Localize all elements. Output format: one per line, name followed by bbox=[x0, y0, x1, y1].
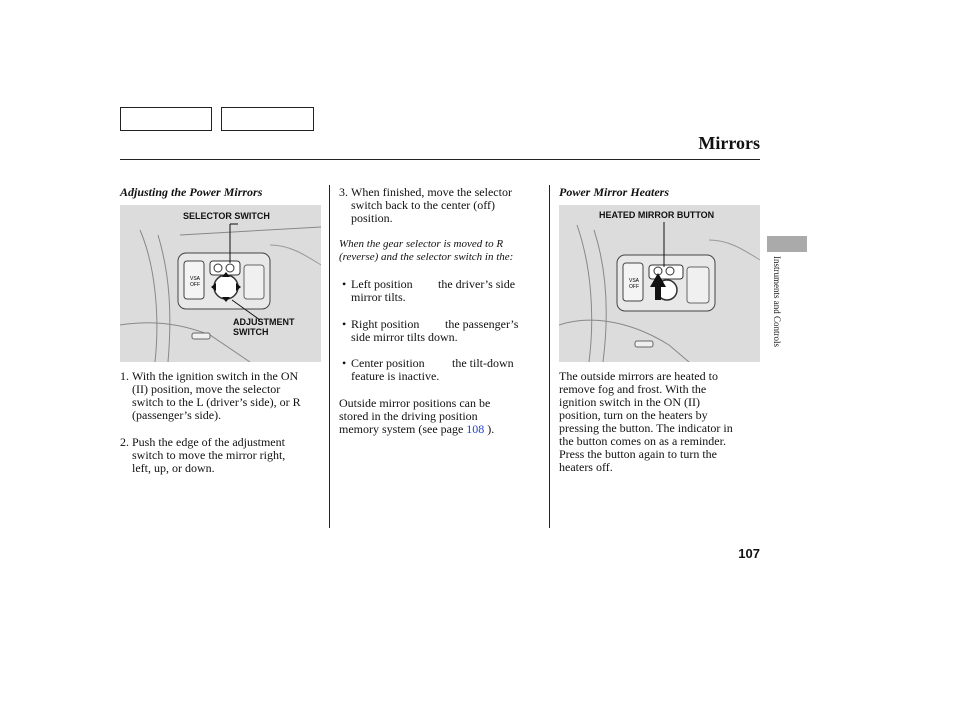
column-divider-1 bbox=[329, 185, 330, 528]
heaters-line: the button comes on as a reminder. bbox=[559, 434, 726, 448]
bullet-result-cont: side mirror tilts down. bbox=[351, 330, 458, 344]
bullet-icon: • bbox=[342, 356, 347, 370]
step-text bbox=[351, 186, 512, 225]
step-line: Push the edge of the adjustment bbox=[132, 435, 285, 449]
heaters-paragraph bbox=[559, 370, 733, 474]
step-line: left, up, or down. bbox=[132, 461, 215, 475]
bullet-result: the tilt-down bbox=[452, 356, 514, 370]
note-line: (reverse) and the selector switch in the: bbox=[339, 251, 514, 263]
adjustment-switch-label-2: SWITCH bbox=[233, 327, 269, 337]
page-108-link[interactable]: 108 bbox=[466, 422, 485, 436]
heaters-line: position, turn on the heaters by bbox=[559, 408, 708, 422]
section-tab[interactable] bbox=[767, 236, 807, 252]
svg-text:VSA: VSA bbox=[629, 278, 640, 284]
bullet-icon: • bbox=[342, 277, 347, 291]
bullet-result: the passenger’s bbox=[445, 317, 519, 331]
step-number: 1. bbox=[120, 369, 129, 383]
memory-paragraph bbox=[339, 397, 494, 436]
step-line: switch to move the mirror right, bbox=[132, 448, 286, 462]
heaters-line: The outside mirrors are heated to bbox=[559, 369, 718, 383]
bullet-position: Right position bbox=[351, 317, 420, 331]
step-line: (passenger’s side). bbox=[132, 408, 222, 422]
bullet-position: Center position bbox=[351, 356, 425, 370]
svg-text:OFF: OFF bbox=[629, 284, 639, 290]
step-text bbox=[132, 436, 285, 475]
step-line: (II) position, move the selector bbox=[132, 382, 281, 396]
memory-line bbox=[339, 423, 494, 436]
heaters-line: ignition switch in the ON (II) bbox=[559, 395, 700, 409]
nav-box-index[interactable] bbox=[221, 107, 314, 131]
step-line: switch to the L (driver’s side), or R bbox=[132, 395, 301, 409]
section-caption-adjusting: Adjusting the Power Mirrors bbox=[120, 185, 263, 199]
step-number: 2. bbox=[120, 435, 129, 449]
memory-line: stored in the driving position bbox=[339, 409, 478, 423]
heaters-line: remove fog and frost. With the bbox=[559, 382, 707, 396]
note-line: When the gear selector is moved to R bbox=[339, 238, 504, 250]
heated-mirror-figure bbox=[559, 205, 760, 362]
section-tab-label: Instruments and Controls bbox=[772, 256, 782, 347]
step-line: With the ignition switch in the ON bbox=[132, 369, 299, 383]
heated-mirror-button-label: HEATED MIRROR BUTTON bbox=[599, 210, 715, 220]
header-rule bbox=[120, 159, 760, 160]
nav-box-main-menu[interactable] bbox=[120, 107, 212, 131]
mirror-control-illustration bbox=[120, 205, 321, 362]
step-number: 3. bbox=[339, 185, 348, 199]
selector-switch-label: SELECTOR SWITCH bbox=[183, 211, 270, 221]
heaters-line: Press the button again to turn the bbox=[559, 447, 717, 461]
memory-text: memory system (see page bbox=[339, 422, 467, 436]
bullet-result: the driver’s side bbox=[438, 277, 516, 291]
bullet-icon: • bbox=[342, 317, 347, 331]
step-line: When finished, move the selector bbox=[351, 185, 512, 199]
adjustment-switch-label-1: ADJUSTMENT bbox=[233, 317, 295, 327]
bullet-result-cont: mirror tilts. bbox=[351, 290, 406, 304]
section-caption-heaters: Power Mirror Heaters bbox=[559, 185, 670, 199]
svg-text:OFF: OFF bbox=[190, 282, 200, 288]
step-text bbox=[132, 370, 301, 422]
memory-line: Outside mirror positions can be bbox=[339, 396, 491, 410]
column-divider-2 bbox=[549, 185, 550, 528]
step-line: position. bbox=[351, 211, 393, 225]
page-number: 107 bbox=[738, 546, 760, 561]
page-title: Mirrors bbox=[698, 133, 760, 153]
bullet-result-cont: feature is inactive. bbox=[351, 369, 440, 383]
step-line: switch back to the center (off) bbox=[351, 198, 496, 212]
heaters-line: heaters off. bbox=[559, 460, 613, 474]
tilt-down-note bbox=[339, 238, 513, 264]
memory-text: ). bbox=[484, 422, 495, 436]
selector-switch-figure bbox=[120, 205, 321, 362]
bullet-position: Left position bbox=[351, 277, 413, 291]
heated-mirror-illustration bbox=[559, 205, 760, 362]
svg-text:VSA: VSA bbox=[190, 276, 201, 282]
heaters-line: pressing the button. The indicator in bbox=[559, 421, 733, 435]
